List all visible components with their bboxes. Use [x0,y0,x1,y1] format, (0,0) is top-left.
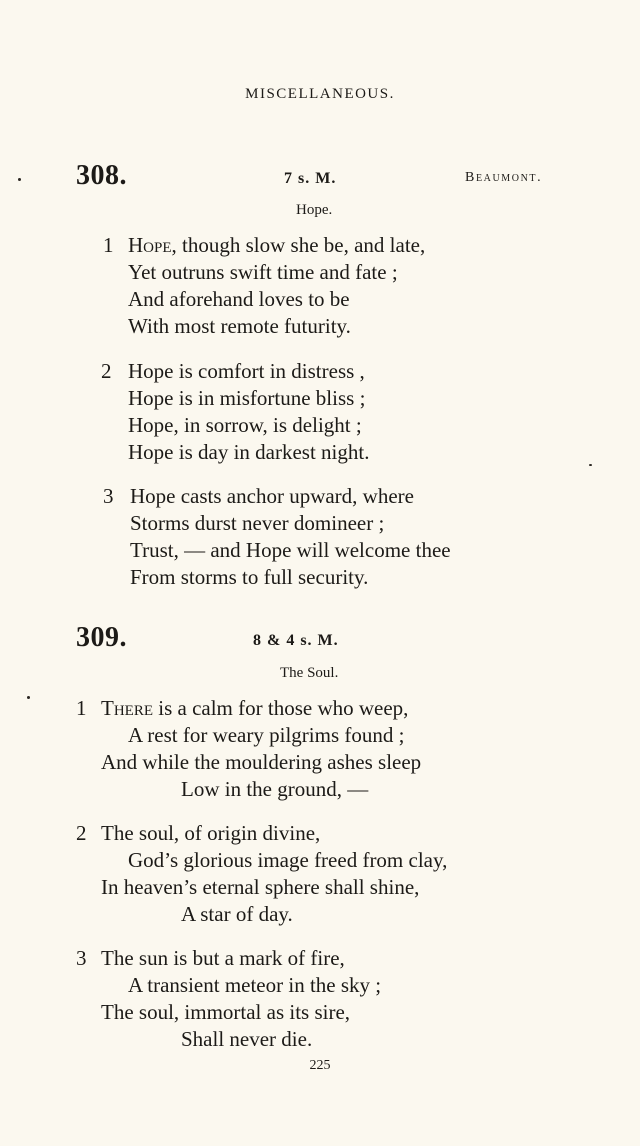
verse-number: 2 [76,821,87,845]
verse-line: Trust, — and Hope will welcome thee [130,538,451,562]
verse-line: Yet outruns swift time and fate ; [128,260,398,284]
verse-line [128,232,425,259]
verse-number: 2 [101,359,112,383]
running-head: MISCELLANEOUS. [245,86,395,102]
verse-line: Hope is comfort in distress , [128,359,365,383]
print-speck [589,464,592,466]
verse-line: Hope, in sorrow, is delight ; [128,413,362,437]
hymn-subject: Hope. [296,202,333,218]
hymn-meter: 8 & 4 s. M. [253,632,339,649]
verse-line: Shall never die. [181,1027,313,1051]
verse-line: Storms durst never domineer ; [130,511,385,535]
verse-line: A rest for weary pilgrims found ; [128,723,405,747]
verse-line: From storms to full security. [130,565,369,589]
verse-line-text: , though slow she be, and late, [171,233,426,257]
verse-line: The soul, of origin divine, [101,821,321,845]
verse-line: And aforehand loves to be [128,287,350,311]
verse-line: And while the mouldering ashes sleep [101,750,422,774]
verse-number: 1 [103,233,114,257]
verse-line: God’s glorious image freed from clay, [128,848,448,872]
hymn-author: Beaumont. [465,170,543,185]
verse-first-word: There [101,696,153,720]
hymn-meter: 7 s. M. [284,170,337,187]
verse-line: Hope casts anchor upward, where [130,484,414,508]
verse-line: The sun is but a mark of fire, [101,946,345,970]
hymn-number: 309. [76,622,127,653]
print-speck [18,178,21,181]
verse-line [101,695,408,722]
verse-number: 3 [103,484,114,508]
verse-first-word: Hope [128,233,172,257]
verse-line: A star of day. [181,902,293,926]
verse-line: A transient meteor in the sky ; [128,973,382,997]
verse-number: 1 [76,696,87,720]
verse-line: In heaven’s eternal sphere shall shine, [101,875,420,899]
page-number: 225 [309,1058,331,1073]
hymn-number: 308. [76,160,127,191]
verse-number: 3 [76,946,87,970]
verse-line: With most remote futurity. [128,314,351,338]
hymn-subject: The Soul. [280,665,339,681]
verse-line: Hope is in misfortune bliss ; [128,386,366,410]
verse-line-text: is a calm for those who weep, [153,696,409,720]
verse-line: The soul, immortal as its sire, [101,1000,351,1024]
verse-line: Low in the ground, — [181,777,369,801]
print-speck [27,696,30,699]
verse-line: Hope is day in darkest night. [128,440,370,464]
